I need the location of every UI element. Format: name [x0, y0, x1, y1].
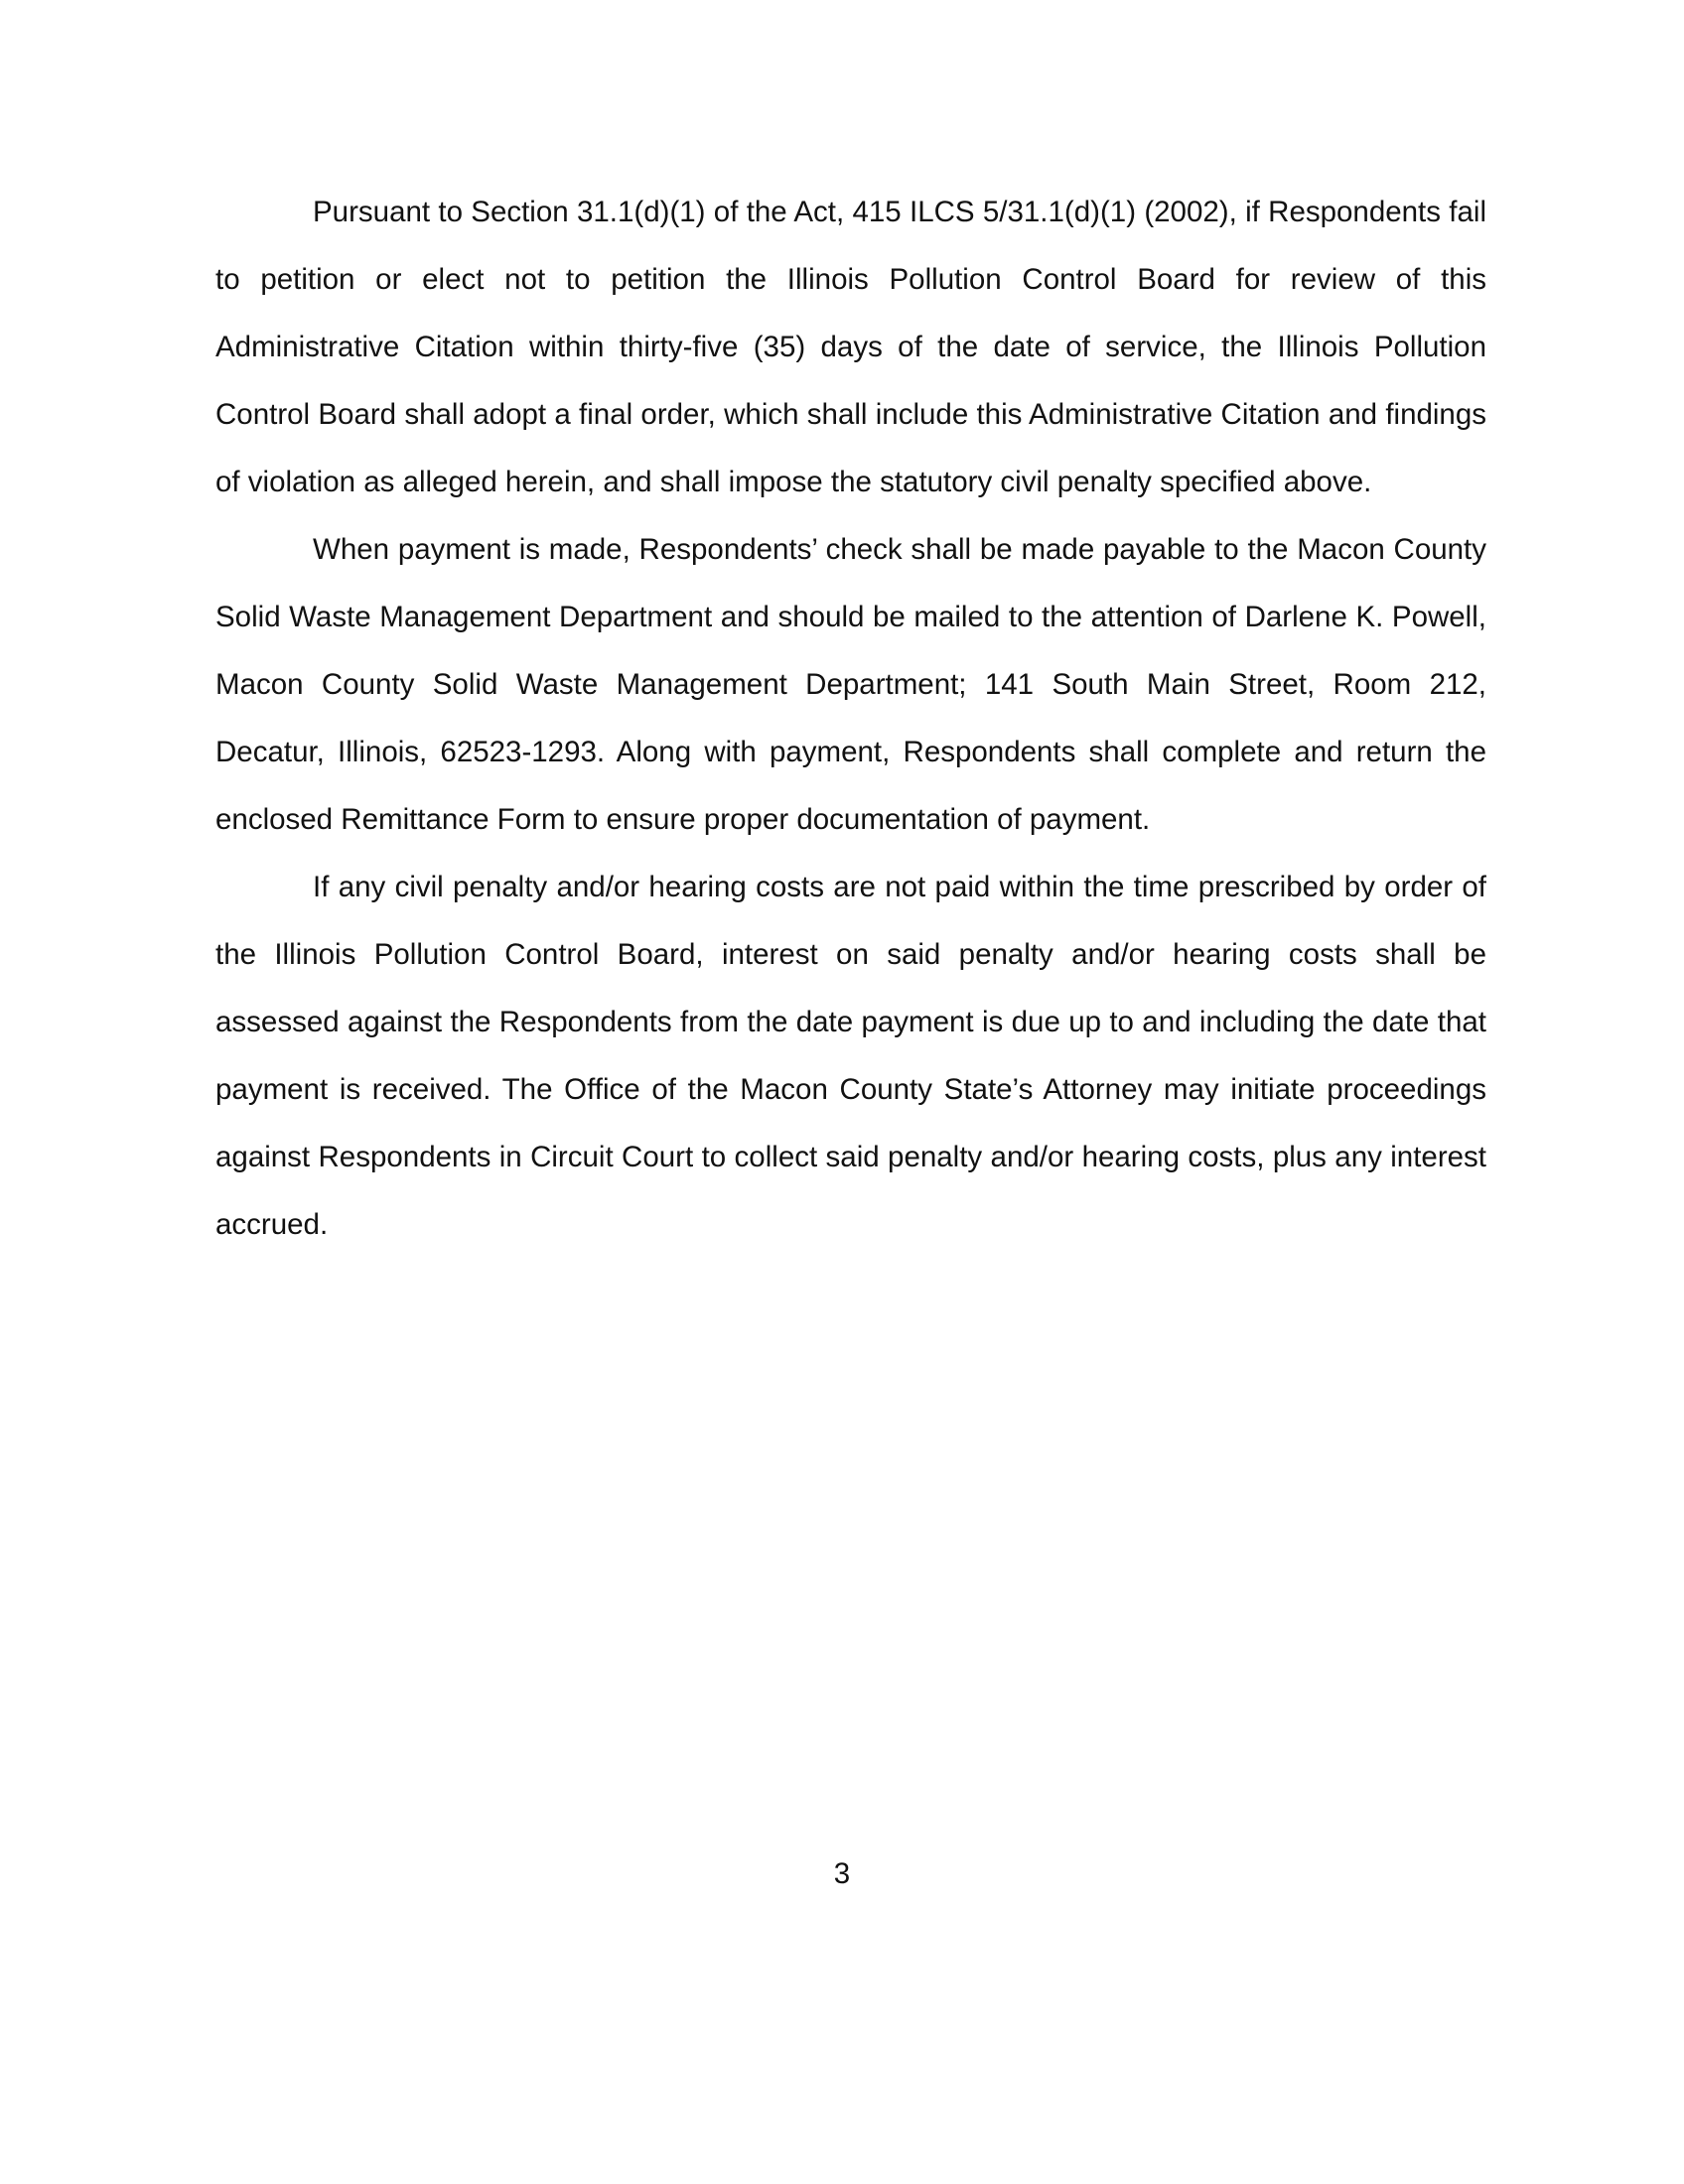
paragraph-failure-to-petition: Pursuant to Section 31.1(d)(1) of the Act, 415 ILCS 5/31.1(d)(1) (2002), if Respondents fail to petition or elect not to petition the Illinois Pollution Control Board for review of this Administrative Citation within thirty-five (35) days of the date of service, the Illinois Pollution Control Board shall adopt a final order, which shall include this Administrative Citation and findings of violation as alleged herein, and shall impose the statutory civil penalty specified above. — [215, 196, 1486, 498]
paragraph-payment-instructions: When payment is made, Respondents’ check shall be made payable to the Macon County Solid Waste Management Department and should be mailed to the attention of Darlene K. Powell, Macon County Solid Waste Management Department; 141 South Main Street, Room 212, Decatur, Illinois, 62523-1293. Along with payment, Respondents shall complete and return the enclosed Remittance Form to ensure proper documentation of payment. — [215, 533, 1486, 836]
document-body — [215, 179, 1486, 1259]
paragraph-interest-and-collection: If any civil penalty and/or hearing costs are not paid within the time prescribed by order of the Illinois Pollution Control Board, interest on said penalty and/or hearing costs shall be assessed against the Respondents from the date payment is due up to and including the date that payment is received. The Office of the Macon County State’s Attorney may initiate proceedings against Respondents in Circuit Court to collect said penalty and/or hearing costs, plus any interest accrued. — [215, 871, 1486, 1241]
page-number: 3 — [833, 1857, 851, 1890]
